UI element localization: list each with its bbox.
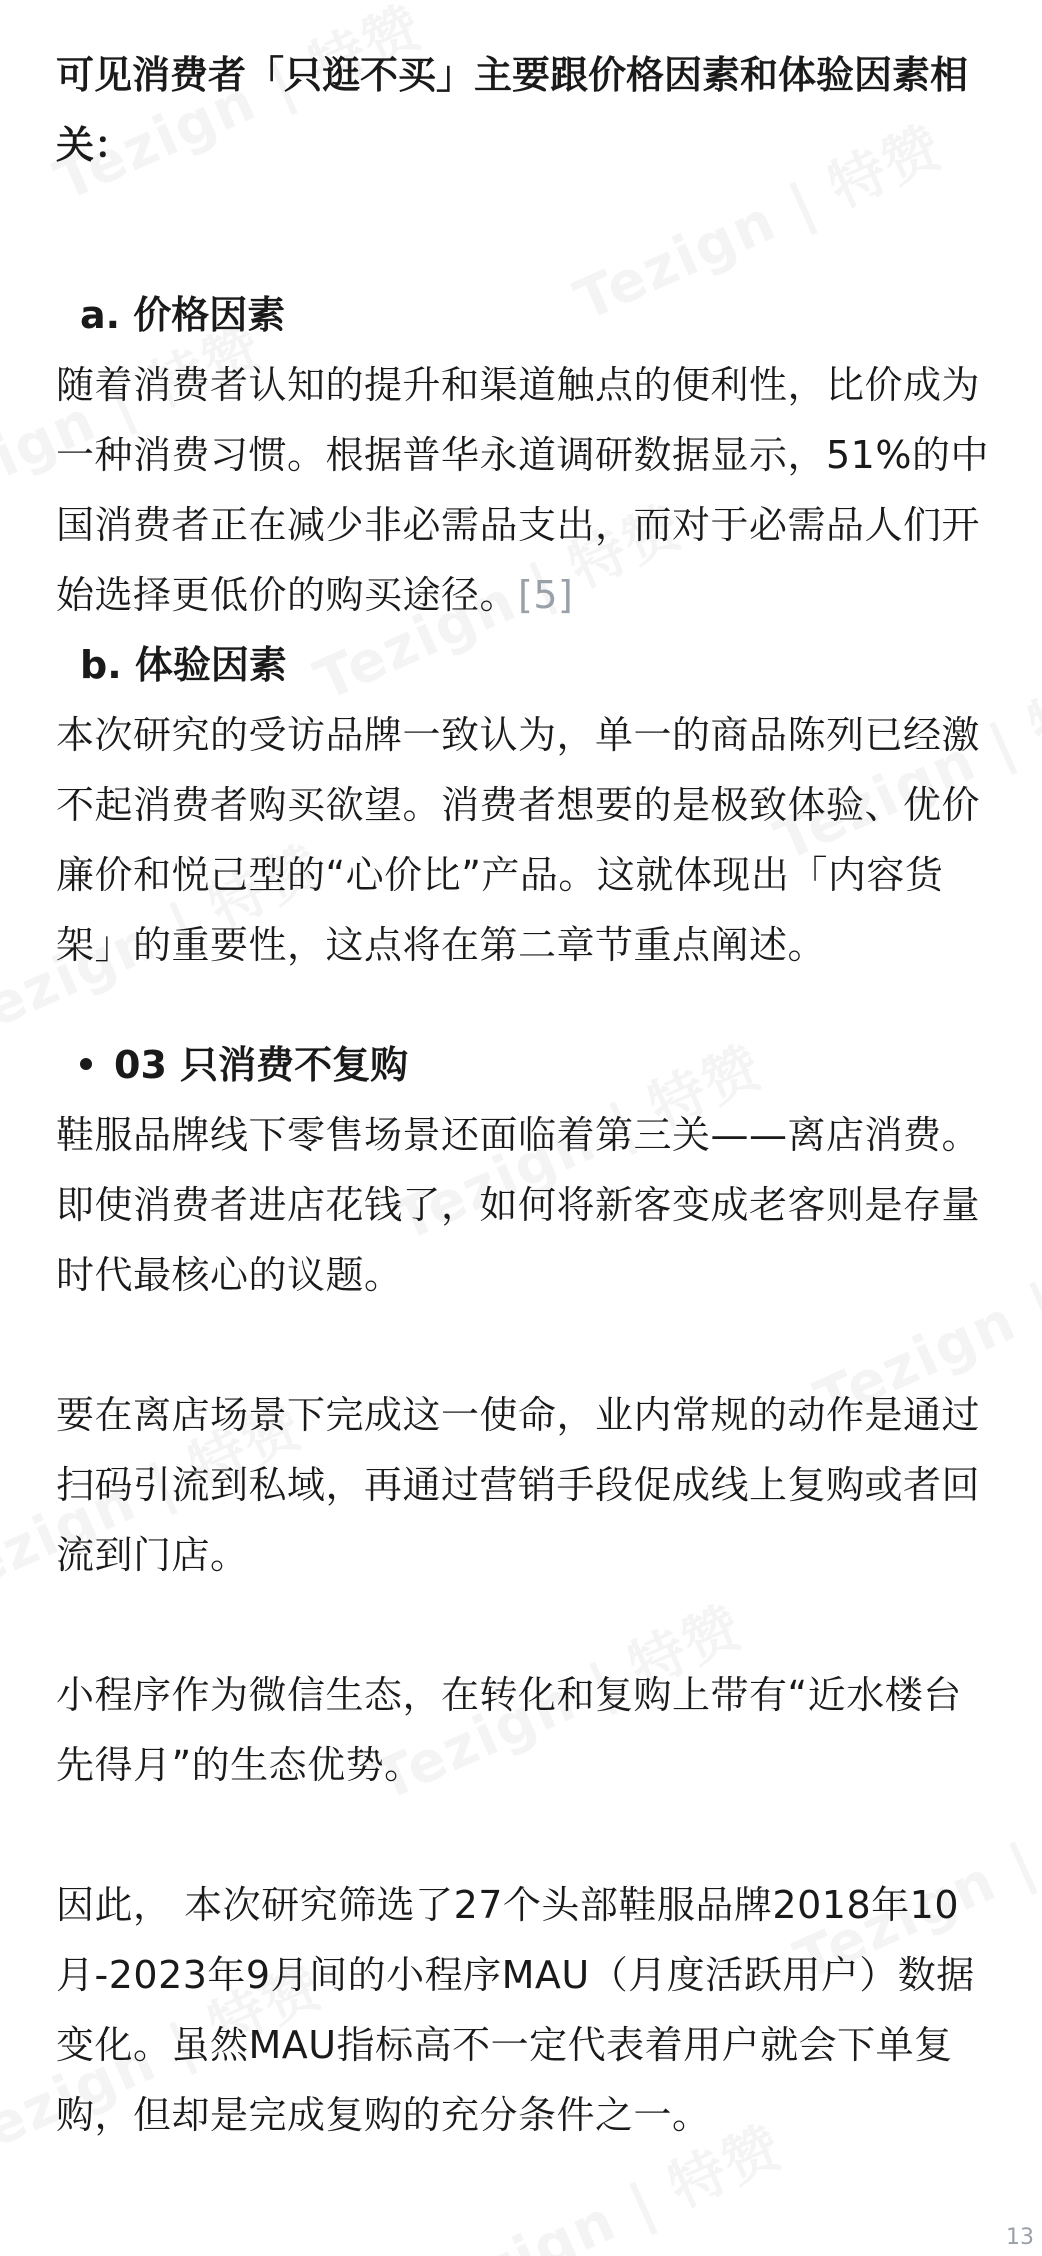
section-a-body — [56, 350, 996, 630]
section-03-paragraph-2: 要在离店场景下完成这一使命，业内常规的动作是通过扫码引流到私域，再通过营销手段促成线上复购或者回流到门店。 — [56, 1393, 981, 1577]
section-03-heading — [56, 1030, 996, 1100]
section-03-paragraph-4: 因此， 本次研究筛选了27个头部鞋服品牌2018年10月-2023年9月间的小程序MAU（月度活跃用户）数据变化。虽然MAU指标高不一定代表着用户就会下单复购，但却是完成复购的充分条件之一。 — [56, 1883, 975, 2137]
section-03-title: 03 只消费不复购 — [114, 1043, 409, 1087]
document-body — [56, 40, 996, 2150]
section-a-heading: a. 价格因素 — [80, 293, 286, 337]
page-number: 13 — [1006, 2225, 1034, 2250]
section-b-heading: b. 体验因素 — [80, 643, 287, 687]
reference-marker[interactable]: [5] — [518, 573, 574, 617]
bullet-icon — [80, 1058, 92, 1070]
section-a-text: 随着消费者认知的提升和渠道触点的便利性，比价成为一种消费习惯。根据普华永道调研数据显示，51%的中国消费者正在减少非必需品支出，而对于必需品人们开始选择更低价的购买途径。 — [56, 363, 989, 617]
section-b-body: 本次研究的受访品牌一致认为，单一的商品陈列已经激不起消费者购买欲望。消费者想要的是极致体验、优价廉价和悦己型的“心价比”产品。这就体现出「内容货架」的重要性，这点将在第二章节重点阐述。 — [56, 713, 981, 967]
section-03-paragraph-3: 小程序作为微信生态，在转化和复购上带有“近水楼台先得月”的生态优势。 — [56, 1673, 962, 1787]
intro-text: 可见消费者「只逛不买」主要跟价格因素和体验因素相关： — [56, 53, 969, 167]
section-03-paragraph-1: 鞋服品牌线下零售场景还面临着第三关——离店消费。即使消费者进店花钱了，如何将新客变成老客则是存量时代最核心的议题。 — [56, 1113, 981, 1297]
